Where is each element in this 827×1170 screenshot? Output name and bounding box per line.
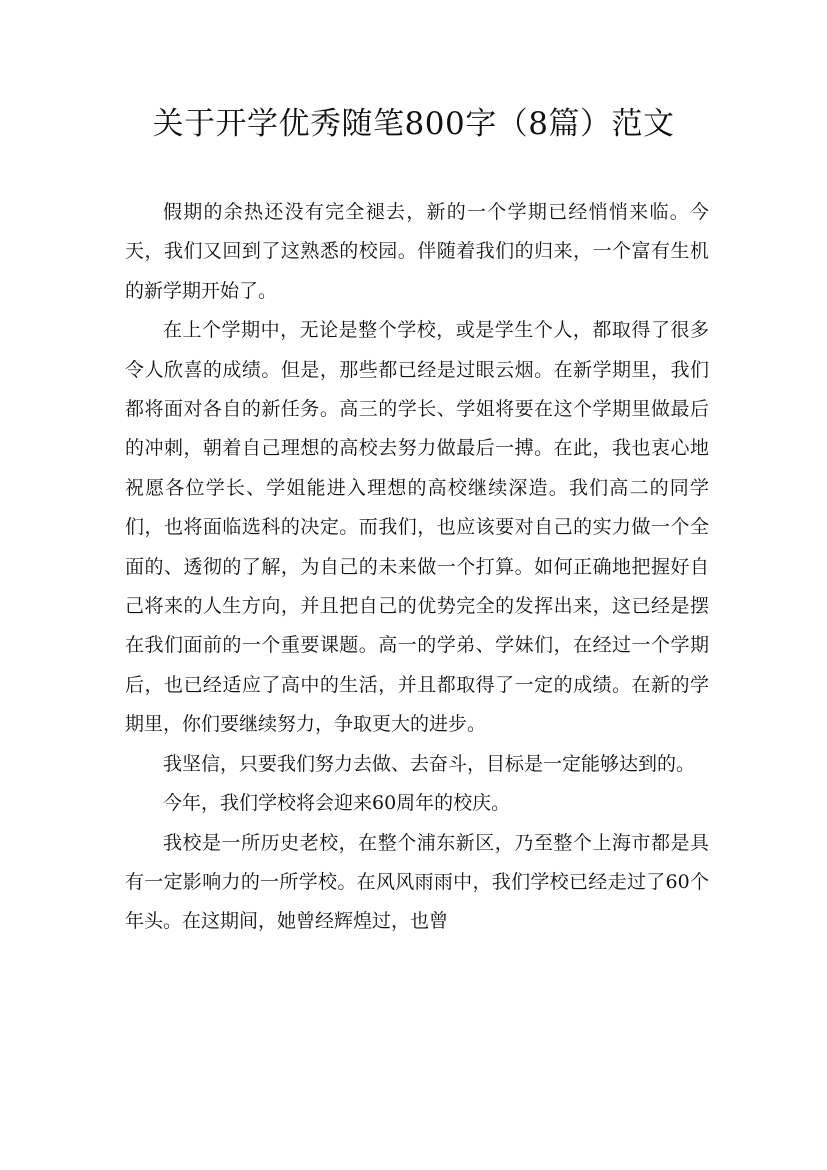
document-title: 关于开学优秀随笔800字（8篇）范文 xyxy=(152,106,675,142)
paragraph: 我校是一所历史老校，在整个浦东新区，乃至整个上海市都是具有一定影响力的一所学校。在风风雨雨中，我们学校已经走过了60个年头。在这期间，她曾经辉煌过，也曾 xyxy=(125,831,709,933)
paragraph: 今年，我们学校将会迎来60周年的校庆。 xyxy=(163,792,511,815)
paragraph: 我坚信，只要我们努力去做、去奋斗，目标是一定能够达到的。 xyxy=(163,752,696,775)
paragraph: 假期的余热还没有完全褪去，新的一个学期已经悄悄来临。今天，我们又回到了这熟悉的校园。伴随着我们的归来，一个富有生机的新学期开始了。 xyxy=(125,201,709,302)
paragraph: 在上个学期中，无论是整个学校，或是学生个人，都取得了很多令人欣喜的成绩。但是，那些都已经是过眼云烟。在新学期里，我们都将面对各自的新任务。高三的学长、学姐将要在这个学期里做最后的冲刺，朝着自己理想的高校去努力做最后一搏。在此，我也衷心地祝愿各位学长、学姐能进入理想的高校继续深造。我们高二的同学们，也将面临选科的决定。而我们，也应该要对自己的实力做一个全面的、透彻的了解，为自己的未来做一个打算。如何正确地把握好自己将来的人生方向，并且把自己的优势完全的发挥出来，这已经是摆在我们面前的一个重要课题。高一的学弟、学妹们，在经过一个学期后，也已经适应了高中的生活，并且都取得了一定的成绩。在新的学期里，你们要继续努力，争取更大的进步。 xyxy=(125,319,709,736)
document-body xyxy=(125,193,709,942)
